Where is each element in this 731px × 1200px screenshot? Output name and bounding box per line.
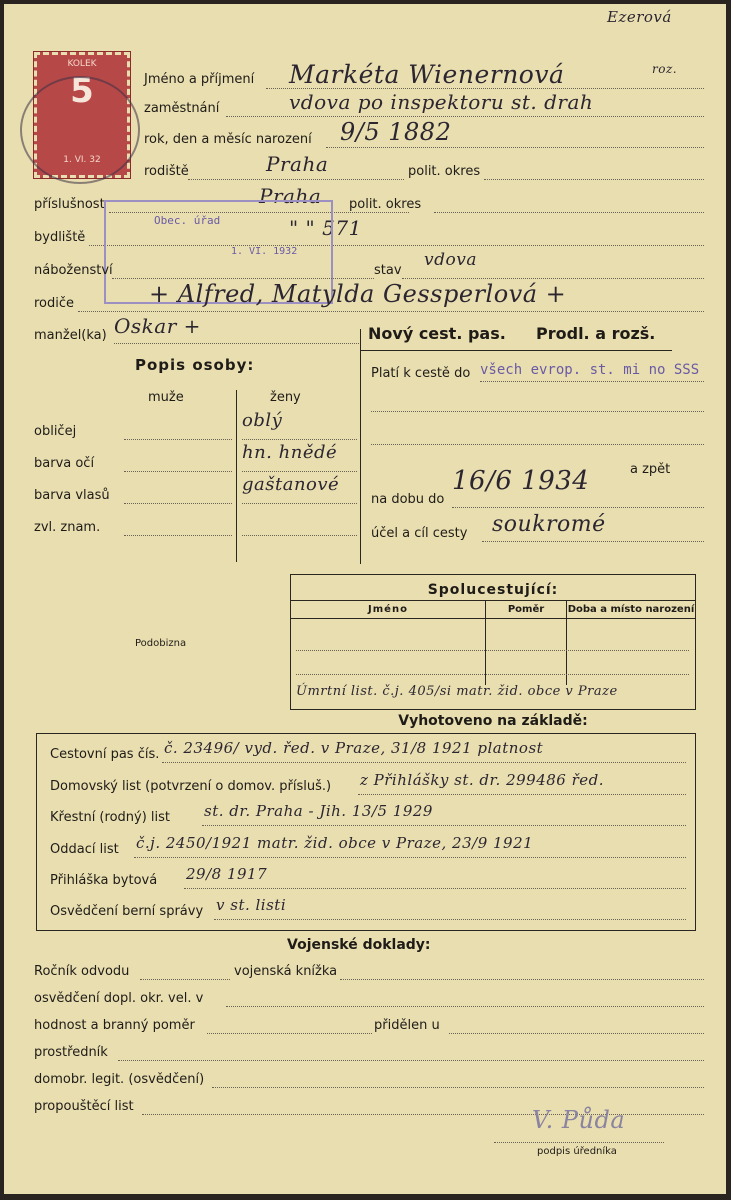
description-row-value: hn. hnědé [242, 442, 338, 463]
domicile-label: příslušnost [34, 197, 105, 212]
new-passport-title: Nový cest. pas. [368, 324, 506, 343]
spouse-value: Oskar + [114, 314, 201, 338]
passport-application-form [4, 4, 726, 1194]
residence-value: " " 571 [289, 216, 362, 240]
basis-row-value: č.j. 2450/1921 matr. žid. obce v Praze, 23/9 1921 [136, 834, 534, 852]
basis-row-value: z Přihlášky st. dr. 299486 řed. [360, 771, 605, 789]
purpose-label: účel a cíl cesty [371, 526, 468, 541]
legion-label: domobr. legit. (osvědčení) [34, 1072, 205, 1087]
rank-label: hodnost a branný poměr [34, 1018, 195, 1033]
birth-date-label: rok, den a měsíc narození [144, 132, 312, 147]
name-note: roz. [652, 62, 678, 76]
return-label: a zpět [630, 462, 671, 477]
valid-for-value: všech evrop. st. mi no SSS [480, 362, 700, 378]
col-birth: Doba a místo narození [567, 604, 695, 615]
duration-label: na dobu do [371, 492, 445, 507]
basis-row-label: Osvědčení berní správy [50, 904, 204, 919]
companions-note: Úmrtní list. č.j. 405/si matr. žid. obce v Praze [296, 684, 618, 699]
photo-label: Podobizna [135, 638, 187, 649]
purpose-value: soukromé [492, 512, 606, 537]
description-row-value: oblý [242, 410, 283, 431]
birthplace-district-label: polit. okres [408, 164, 481, 179]
description-title: Popis osoby: [135, 356, 255, 374]
valid-for-label: Platí k cestě do [371, 366, 471, 381]
birth-date-value: 9/5 1882 [340, 118, 452, 146]
occupation-value: vdova po inspektoru st. drah [289, 90, 594, 114]
spouse-label: manžel(ka) [34, 328, 107, 343]
signature-label: podpis úředníka [537, 1146, 617, 1157]
col-male: muže [148, 390, 184, 405]
basis-row-value: v st. listi [216, 896, 287, 914]
name-value: Markéta Wienernová [289, 60, 565, 89]
basis-row-label: Cestovní pas čís. [50, 747, 160, 762]
assigned-label: přidělen u [374, 1018, 440, 1033]
parents-label: rodiče [34, 296, 75, 311]
domicile-value: Praha [259, 184, 322, 208]
basis-row-value: č. 23496/ vyd. řed. v Praze, 31/8 1921 platnost [164, 739, 544, 757]
basis-row-label: Domovský list (potvrzení o domov. přísluš.) [50, 779, 332, 794]
basis-row-label: Přihláška bytová [50, 873, 158, 888]
official-signature: V. Půda [532, 1106, 626, 1134]
description-row-label: obličej [34, 424, 77, 439]
extension-title: Prodl. a rozš. [536, 324, 656, 343]
parents-value: + Alfred, Matylda Gessperlová + [149, 280, 567, 308]
stamp-value: 5 [70, 71, 94, 111]
discharge-label: propouštěcí list [34, 1099, 134, 1114]
basis-row-label: Oddací list [50, 842, 119, 857]
corner-note: Ezerová [607, 8, 672, 26]
description-row-label: barva očí [34, 456, 95, 471]
col-relation: Poměr [507, 604, 545, 615]
companions-title: Spolucestující: [427, 582, 559, 598]
basis-row-value: st. dr. Praha - Jih. 13/5 1929 [204, 802, 433, 820]
duration-value: 16/6 1934 [452, 466, 590, 496]
occupation-label: zaměstnání [144, 101, 220, 116]
residence-label: bydliště [34, 230, 86, 245]
name-label: Jméno a příjmení [144, 72, 255, 87]
basis-row-value: 29/8 1917 [186, 865, 268, 883]
military-book-label: vojenská knížka [234, 964, 338, 979]
year-label: Ročník odvodu [34, 964, 130, 979]
description-row-label: barva vlasů [34, 488, 110, 503]
status-value: vdova [424, 250, 477, 270]
birthplace-value: Praha [266, 152, 329, 176]
domicile-district-label: polit. okres [349, 197, 422, 212]
agent-label: prostředník [34, 1045, 108, 1060]
col-name: Jméno [368, 604, 408, 615]
basis-row-label: Křestní (rodný) list [50, 810, 171, 825]
description-row-label: zvl. znam. [34, 520, 101, 535]
religion-label: náboženství [34, 263, 113, 278]
col-female: ženy [270, 390, 301, 405]
military-title: Vojenské doklady: [287, 937, 431, 953]
office-stamp: Obec. úřad 1. VI. 1932 [104, 200, 333, 304]
certificate-label: osvědčení dopl. okr. vel. v [34, 991, 204, 1006]
birthplace-label: rodiště [144, 164, 189, 179]
basis-title: Vyhotoveno na základě: [398, 713, 588, 729]
postmark-circle [20, 76, 140, 184]
description-row-value: gaštanové [242, 474, 340, 495]
status-label: stav [374, 263, 402, 278]
revenue-stamp: KOLEK 5 1. VI. 32 [34, 52, 130, 178]
